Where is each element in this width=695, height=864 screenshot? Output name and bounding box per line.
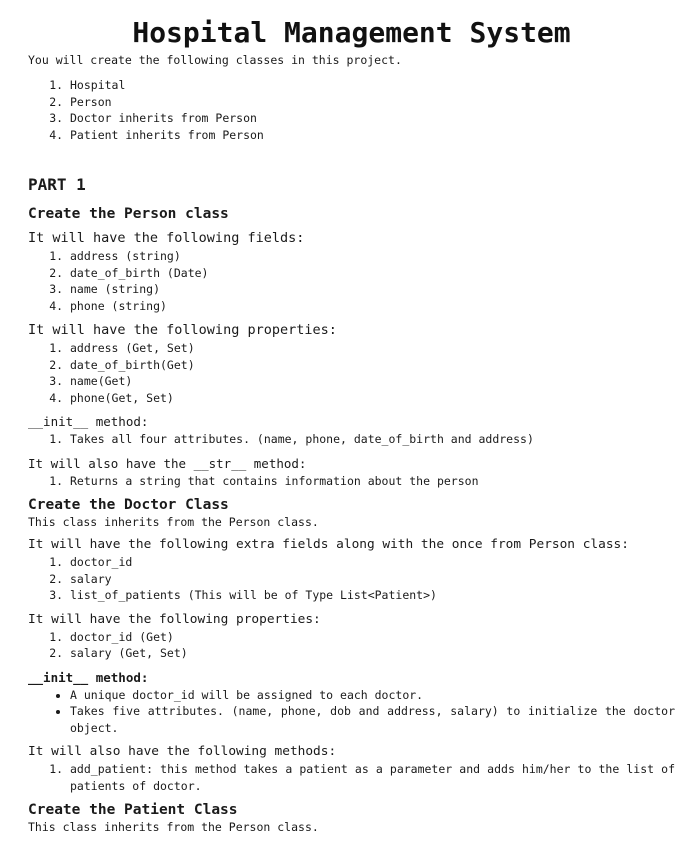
page-title: Hospital Management System [132,16,571,49]
list-item: 1. add_patient: this method takes a patient as a parameter and adds him/her to the list of patients of doctor. [70,761,675,794]
person-fields-list [28,248,675,314]
doctor-properties-list [28,629,675,662]
list-item: 3. list_of_patients (This will be of Type List<Patient>) [70,587,675,604]
list-item: • Takes five attributes. (name, phone, dob and address, salary) to initialize the doctor object. [70,703,675,736]
person-fields-label: It will have the following fields: [28,230,305,246]
doctor-inherits-text: This class inherits from the Person class. [28,515,319,529]
list-item: • A unique doctor_id will be assigned to each doctor. [70,687,675,704]
person-str-label: It will also have the __str__ method: [28,455,307,471]
person-init-list [28,431,675,448]
person-heading: Create the Person class [28,206,229,222]
list-item: 1. address (string) [70,248,675,265]
list-item: 2. salary (Get, Set) [70,645,675,662]
list-item: 1. doctor_id [70,554,675,571]
list-item: 2. date_of_birth (Date) [70,265,675,282]
person-init-label: __init__ method: [28,414,149,429]
intro-text: You will create the following classes in this project. [28,53,402,67]
doctor-heading: Create the Doctor Class [28,497,229,513]
doctor-methods-label: It will also have the following methods: [28,744,337,759]
list-item: 1. doctor_id (Get) [70,629,675,646]
person-properties-label: It will have the following properties: [28,322,337,338]
list-item: 3. name (string) [70,281,675,298]
list-item: 3. name(Get) [70,373,675,390]
list-item: 1. Returns a string that contains information about the person [70,473,675,490]
list-item: 4. phone(Get, Set) [70,390,675,407]
list-item: 1. Hospital [70,77,675,94]
doctor-properties-label: It will have the following properties: [28,611,321,627]
list-item: 4. Patient inherits from Person [70,127,675,144]
doctor-fields-list [28,554,675,604]
patient-heading: Create the Patient Class [28,802,238,818]
list-item: 2. date_of_birth(Get) [70,357,675,374]
doctor-init-label: __init__ method: [28,669,149,685]
doctor-init-list [28,687,675,737]
part-heading: PART 1 [28,175,86,194]
list-item: 3. Doctor inherits from Person [70,110,675,127]
list-item: 2. salary [70,571,675,588]
list-item: 1. address (Get, Set) [70,340,675,357]
doctor-fields-label: It will have the following extra fields along with the once from Person class: [28,537,629,552]
person-properties-list [28,340,675,406]
doctor-methods-list [28,761,675,794]
list-item: 2. Person [70,94,675,111]
patient-inherits-text: This class inherits from the Person class. [28,820,319,834]
person-str-list [28,473,675,490]
list-item: 1. Takes all four attributes. (name, phone, date_of_birth and address) [70,431,675,448]
class-list [28,77,675,143]
list-item: 4. phone (string) [70,298,675,315]
